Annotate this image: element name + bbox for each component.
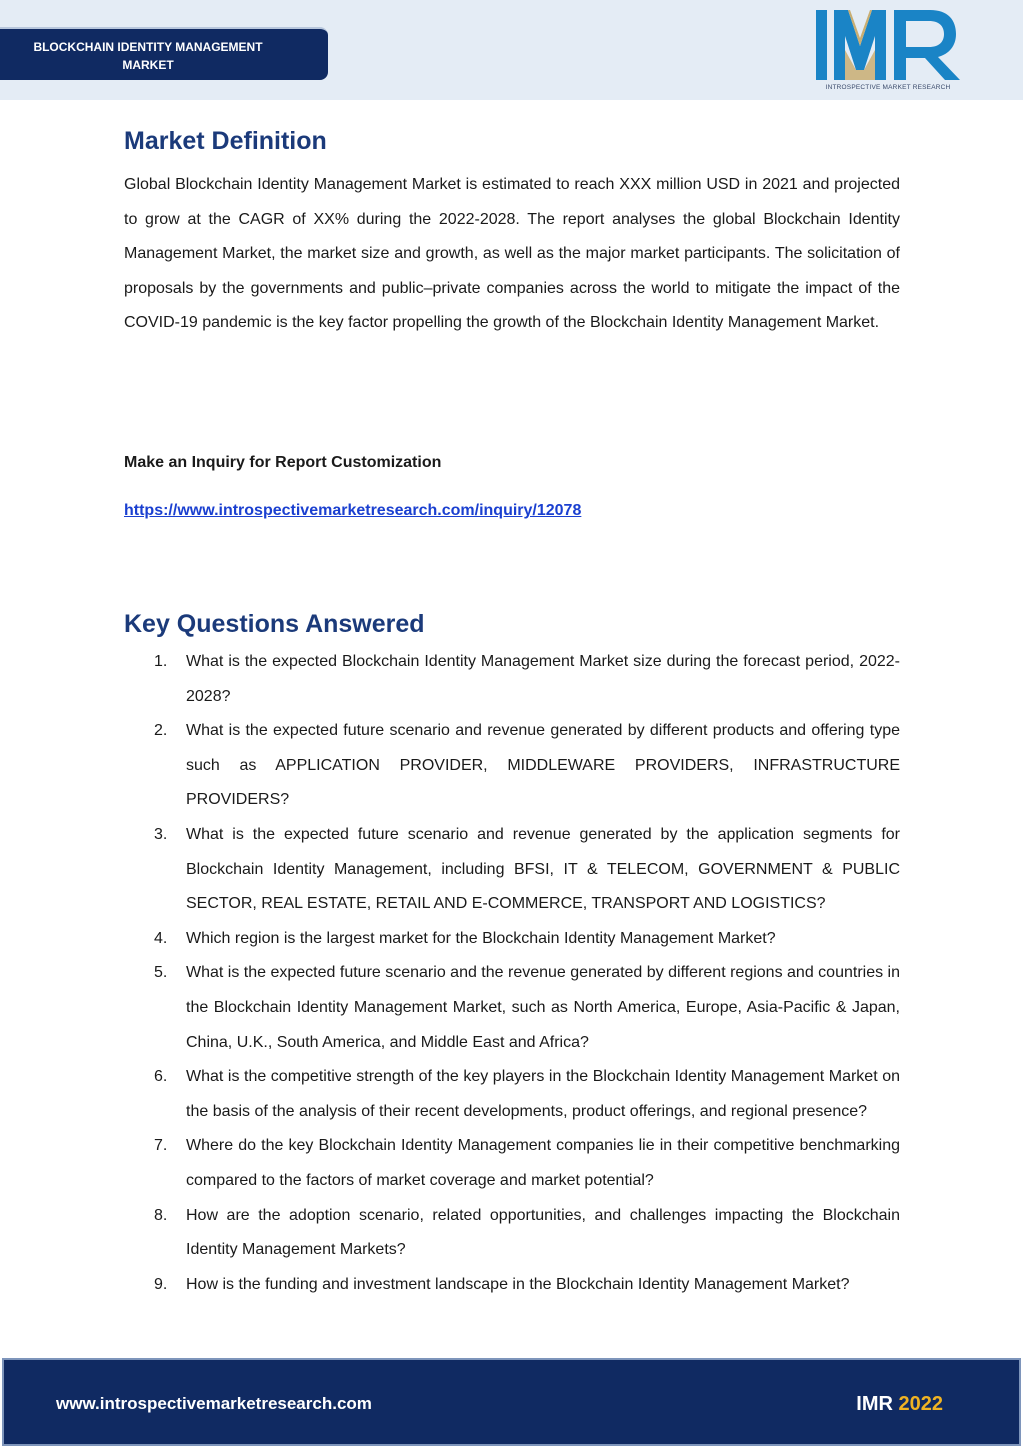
question-number: 7. bbox=[154, 1137, 168, 1155]
question-item bbox=[124, 956, 900, 1060]
inquiry-title: Make an Inquiry for Report Customization bbox=[124, 454, 442, 471]
footer-website: www.introspectivemarketresearch.com bbox=[56, 1394, 372, 1413]
question-number: 8. bbox=[154, 1206, 168, 1224]
question-item bbox=[124, 1199, 900, 1268]
question-number: 9. bbox=[154, 1275, 168, 1293]
key-questions-list bbox=[124, 645, 900, 1302]
key-questions-section bbox=[124, 603, 900, 1302]
question-text: What is the expected Blockchain Identity Management Market size during the forecast period, 2022-2028? bbox=[186, 653, 900, 705]
footer-year: 2022 bbox=[898, 1393, 943, 1415]
question-number: 6. bbox=[154, 1068, 168, 1086]
question-item bbox=[124, 1060, 900, 1129]
question-text: How are the adoption scenario, related opportunities, and challenges impacting the Blockchain Identity Management Markets? bbox=[186, 1206, 900, 1259]
inquiry-link[interactable]: https://www.introspectivemarketresearch.com/inquiry/12078 bbox=[124, 502, 582, 519]
question-number: 3. bbox=[154, 825, 168, 843]
question-text: What is the competitive strength of the key players in the Blockchain Identity Management Market on the basis of the analysis of their recent developments, product offerings, and regional presence? bbox=[186, 1068, 900, 1120]
question-item bbox=[124, 922, 900, 957]
imr-logo-mark bbox=[812, 8, 964, 84]
question-item bbox=[124, 1129, 900, 1198]
question-text: How is the funding and investment landscape in the Blockchain Identity Management Market? bbox=[186, 1275, 850, 1293]
question-number: 4. bbox=[154, 929, 168, 947]
question-text: What is the expected future scenario and the revenue generated by different regions and countries in the Blockchain Identity Management Market, such as North America, Europe, Asia-Pacific & Japan, China, U.K., South America, and Middle East and Africa? bbox=[186, 964, 900, 1051]
question-text: Which region is the largest market for the Blockchain Identity Management Market? bbox=[186, 929, 776, 947]
footer-bar bbox=[2, 1358, 1021, 1446]
question-item bbox=[124, 714, 900, 818]
report-title-badge: BLOCKCHAIN IDENTITY MANAGEMENT MARKET bbox=[0, 27, 328, 80]
question-item bbox=[124, 1268, 900, 1303]
key-questions-heading: Key Questions Answered bbox=[124, 610, 425, 638]
question-text: Where do the key Blockchain Identity Management companies lie in their competitive benchmarking compared to the factors of market coverage and market potential? bbox=[186, 1137, 900, 1189]
market-definition-paragraph: Global Blockchain Identity Management Market is estimated to reach XXX million USD in 2021 and projected to grow at the CAGR of XX% during the 2022-2028. The report analyses the global Blockchain Identity Management Market, the market size and growth, as well as the major market participants. The solicitation of proposals by the governments and public–private companies across the world to mitigate the impact of the COVID-19 pandemic is the key factor propelling the growth of the Blockchain Identity Management Market. bbox=[124, 176, 900, 332]
footer-brand bbox=[856, 1393, 943, 1416]
market-definition-heading: Market Definition bbox=[124, 127, 327, 155]
question-number: 5. bbox=[154, 964, 168, 982]
question-number: 2. bbox=[154, 722, 168, 740]
footer-brand-name: IMR bbox=[856, 1393, 893, 1415]
question-item bbox=[124, 818, 900, 922]
imr-logo bbox=[812, 8, 964, 96]
question-item bbox=[124, 645, 900, 714]
question-number: 1. bbox=[154, 653, 168, 670]
logo-caption: INTROSPECTIVE MARKET RESEARCH bbox=[825, 84, 951, 91]
question-text: What is the expected future scenario and revenue generated by the application segments for Blockchain Identity Management, including BFSI, IT & TELECOM, GOVERNMENT & PUBLIC SECTOR, REAL ESTATE, RETAIL AND E-COMMERCE, TRANSPORT AND LOGISTICS? bbox=[186, 825, 900, 913]
market-definition-section bbox=[124, 120, 900, 341]
question-text: What is the expected future scenario and revenue generated by different products and offering type such as APPLICATION PROVIDER, MIDDLEWARE PROVIDERS, INFRASTRUCTURE PROVIDERS? bbox=[186, 722, 900, 809]
